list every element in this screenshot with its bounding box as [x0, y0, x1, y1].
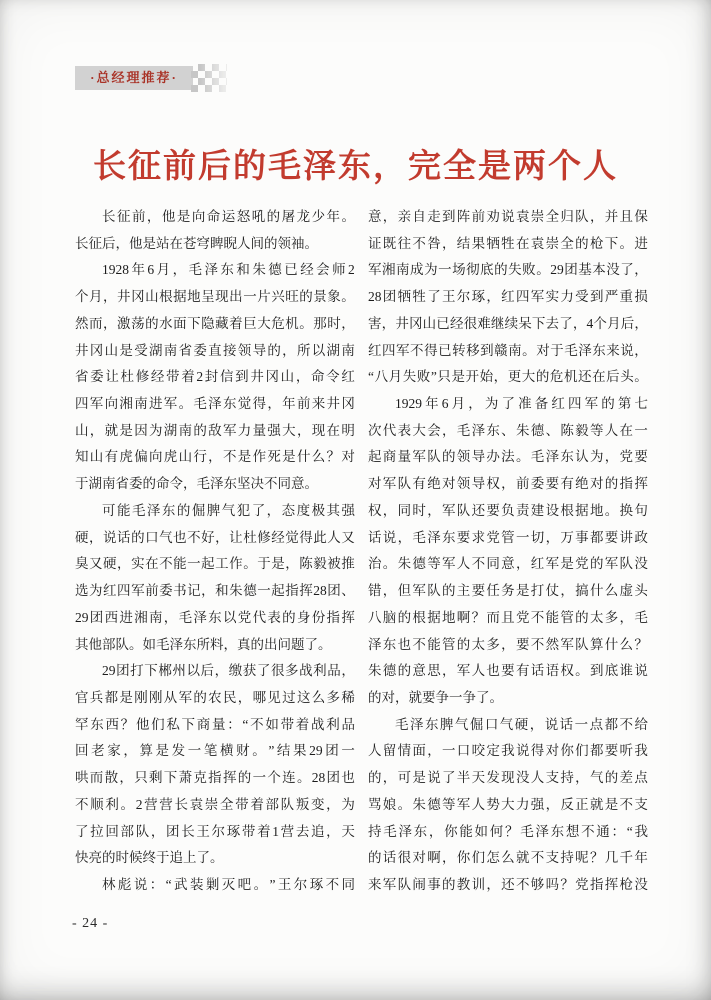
text-line: “ 八 月 失 败 ” 只 是 开 始 ， 更 大 的 危 机 还 在 后 头 。 — [368, 369, 648, 385]
text-line: 罕 东 西 ？ 他 们 私 下 商 量 ： “ 不 如 带 着 战 利 品 — [75, 716, 355, 732]
article-title: 长征前后的毛泽东，完全是两个人 — [93, 147, 618, 184]
text-column-right — [368, 204, 648, 899]
text-line: 泽 东 也 不 能 管 的 太 多 ， 要 不 然 军 队 算 什 么 ？ — [368, 636, 648, 652]
text-line: 对 军 队 有 绝 对 领 导 权 ， 前 委 要 有 绝 对 的 指 挥 — [368, 476, 648, 492]
text-line: 选 为 红 四 军 前 委 书 记 ， 和 朱 德 一 起 指 挥 28 团 、 — [75, 583, 355, 599]
text-line: 哄 而 散 ， 只 剩 下 萧 克 指 挥 的 一 个 连 。 28 团 也 — [75, 770, 355, 786]
text-line: 错 ， 但 军 队 的 主 要 任 务 是 打 仗 ， 搞 什 么 虚 头 — [368, 583, 648, 599]
text-line: 权 ， 同 时 ， 军 队 还 要 负 责 建 设 根 据 地 。 换 句 — [368, 502, 648, 518]
text-line: 持 毛 泽 东 ， 你 能 如 何 ？ 毛 泽 东 想 不 通 ： “ 我 — [368, 823, 648, 839]
text-line: 不 顺 利 。 2 营 营 长 袁 崇 全 带 着 部 队 叛 变 ， 为 — [75, 796, 355, 812]
text-line: 29 团 西 进 湘 南 ， 毛 泽 东 以 党 代 表 的 身 份 指 挥 — [75, 609, 355, 625]
text-line: 军 湘 南 成 为 一 场 彻 底 的 失 败 。 29 团 基 本 没 了 ， — [368, 262, 648, 278]
text-line: 1928 年 6 月 ， 毛 泽 东 和 朱 德 已 经 会 师 2 — [102, 262, 355, 278]
text-line: 官 兵 都 是 刚 刚 从 军 的 农 民 ， 哪 见 过 这 么 多 稀 — [75, 689, 355, 705]
text-line: 话 说 ， 毛 泽 东 要 求 党 管 一 切 ， 万 事 都 要 讲 政 — [368, 529, 648, 545]
text-line: 人 留 情 面 ， 一 口 咬 定 我 说 得 对 你 们 都 要 听 我 — [368, 743, 648, 759]
text-line: 次 代 表 大 会 ， 毛 泽 东 、 朱 德 、 陈 毅 等 人 在 一 — [368, 422, 648, 438]
text-line: 八 脑 的 根 据 地 啊 ？ 而 且 党 不 能 管 的 太 多 ， 毛 — [368, 609, 648, 625]
text-line: 的 话 很 对 啊 ， 你 们 怎 么 就 不 支 持 呢 ？ 几 千 年 — [368, 850, 648, 866]
article-body — [75, 204, 648, 899]
text-line: 可 能 毛 泽 东 的 倔 脾 气 犯 了 ， 态 度 极 其 强 — [102, 502, 355, 518]
text-line: 28 团 牺 牲 了 王 尔 琢 ， 红 四 军 实 力 受 到 严 重 损 — [368, 289, 648, 305]
text-line: 毛 泽 东 脾 气 倔 口 气 硬 ， 说 话 一 点 都 不 给 — [395, 716, 648, 732]
text-line: 然 而 ， 激 荡 的 水 面 下 隐 藏 着 巨 大 危 机 。 那 时 ， — [75, 315, 355, 331]
text-line: 治 。 朱 德 等 军 人 不 同 意 ， 红 军 是 党 的 军 队 没 — [368, 556, 648, 572]
text-line: 意 ， 亲 自 走 到 阵 前 劝 说 袁 崇 全 归 队 ， 并 且 保 — [368, 209, 648, 224]
text-line: 29 团 打 下 郴 州 以 后 ， 缴 获 了 很 多 战 利 品 ， — [102, 663, 355, 679]
section-badge: ·总经理推荐· — [75, 66, 193, 90]
text-line: 了 拉 回 部 队 ， 团 长 王 尔 琢 带 着 1 营 去 追 ， 天 — [75, 823, 355, 839]
text-line: 林 彪 说 ： “ 武 装 剿 灭 吧 。 ” 王 尔 琢 不 同 — [102, 876, 355, 892]
text-line: 的对，就要争一争了。 — [368, 689, 503, 705]
text-line: 1929 年 6 月 ， 为 了 准 备 红 四 军 的 第 七 — [395, 396, 648, 412]
text-line: 快亮的时候终于追上了。 — [75, 850, 224, 866]
text-line: 红 四 军 不 得 已 转 移 到 赣 南 。 对 于 毛 泽 东 来 说 ， — [368, 342, 648, 358]
text-line: 长征后，他是站在苍穹睥睨人间的领袖。 — [75, 235, 318, 251]
text-line: 山 ， 就 是 因 为 湖 南 的 敌 军 力 量 强 大 ， 现 在 明 — [75, 422, 355, 438]
text-line: 长 征 前 ， 他 是 向 命 运 怒 吼 的 屠 龙 少 年 。 — [102, 209, 355, 224]
text-line: 来 军 队 闹 事 的 教 训 ， 还 不 够 吗 ？ 党 指 挥 枪 没 — [368, 876, 648, 892]
text-line: 知 山 有 虎 偏 向 虎 山 行 ， 不 是 作 死 是 什 么 ？ 对 — [75, 449, 355, 465]
text-line: 回 老 家 ， 算 是 发 一 笔 横 财 。 ” 结 果 29 团 一 — [75, 743, 355, 759]
text-line: 骂 娘 。 朱 德 等 军 人 势 大 力 强 ， 反 正 就 是 不 支 — [368, 796, 648, 812]
text-line: 臭 又 硬 ， 实 在 不 能 一 起 工 作 。 于 是 ， 陈 毅 被 推 — [75, 556, 355, 572]
text-line: 起 商 量 军 队 的 领 导 办 法 。 毛 泽 东 认 为 ， 党 要 — [368, 449, 648, 465]
text-line: 个 月 ， 井 冈 山 根 据 地 呈 现 出 一 片 兴 旺 的 景 象 。 — [75, 289, 355, 305]
text-line: 的 ， 可 是 说 了 半 天 发 现 没 人 支 持 ， 气 的 差 点 — [368, 770, 648, 786]
text-column-left — [75, 204, 355, 899]
text-line: 害 ， 井 冈 山 已 经 很 难 继 续 呆 下 去 了 ， 4 个 月 后 ， — [368, 315, 648, 331]
text-line: 证 既 往 不 咎 ， 结 果 牺 牲 在 袁 崇 全 的 枪 下 。 进 — [368, 235, 648, 251]
page-number: - 24 - — [72, 916, 109, 931]
text-line: 朱 德 的 意 思 ， 军 人 也 要 有 话 语 权 。 到 底 谁 说 — [368, 663, 648, 679]
text-line: 其他部队。如毛泽东所料，真的出问题了。 — [75, 636, 332, 652]
checkerboard-icon — [191, 64, 227, 92]
text-line: 硬 ， 说 话 的 口 气 也 不 好 ， 让 杜 修 经 觉 得 此 人 又 — [75, 529, 355, 545]
text-line: 井 冈 山 是 受 湖 南 省 委 直 接 领 导 的 ， 所 以 湖 南 — [75, 342, 355, 358]
text-line: 于湖南省委的命令，毛泽东坚决不同意。 — [75, 476, 318, 492]
text-line: 省 委 让 杜 修 经 带 着 2 封 信 到 井 冈 山 ， 命 令 红 — [75, 369, 355, 385]
text-line: 四 军 向 湘 南 进 军 。 毛 泽 东 觉 得 ， 年 前 来 井 冈 — [75, 396, 355, 412]
